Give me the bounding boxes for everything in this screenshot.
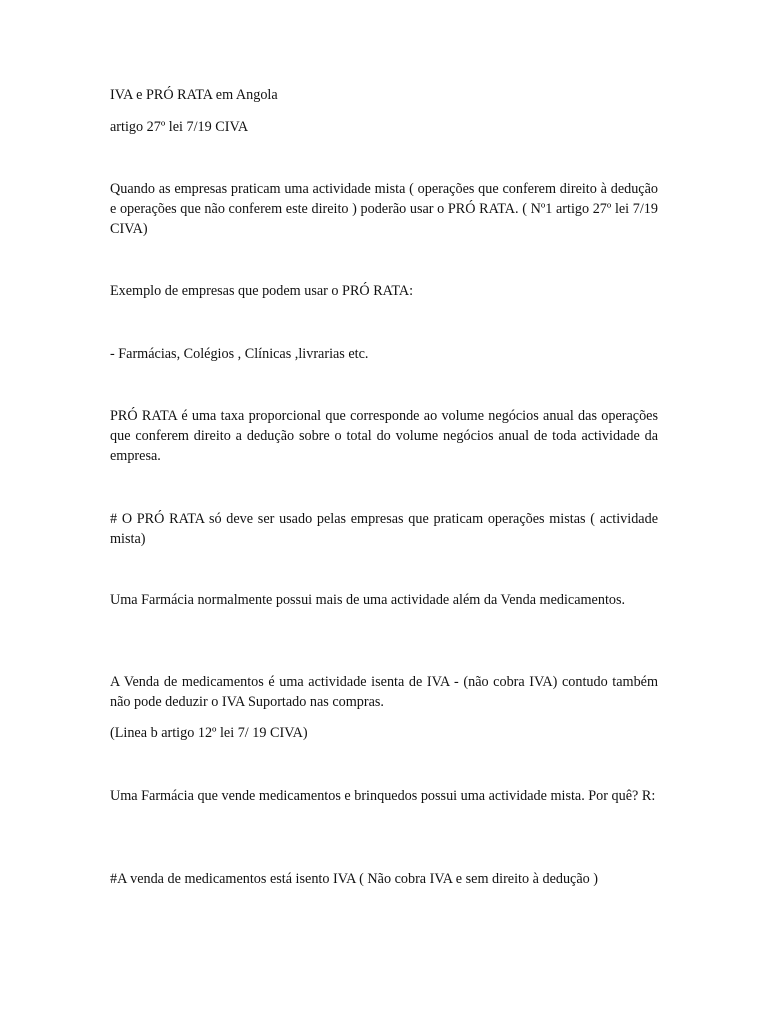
- document-reference: artigo 27º lei 7/19 CIVA: [110, 119, 249, 135]
- paragraph-pro-rata-definition: PRÓ RATA é uma taxa proporcional que corresponde ao volume negócios anual das operações que conferem direito a dedução sobre o total do volume negócios anual de toda actividade da empresa.: [110, 408, 658, 464]
- document-title: IVA e PRÓ RATA em Angola: [110, 87, 278, 103]
- paragraph-medicine-exempt: A Venda de medicamentos é uma actividade isenta de IVA - (não cobra IVA) contudo também não pode deduzir o IVA Suportado nas compras.: [110, 674, 658, 710]
- paragraph-mixed-activity: Quando as empresas praticam uma actividade mista ( operações que conferem direito à dedução e operações que não conferem este direito ) poderão usar o PRÓ RATA. ( Nº1 artigo 27º lei 7/19 CIVA): [110, 181, 658, 237]
- paragraph-mixed-pharmacy-question: Uma Farmácia que vende medicamentos e brinquedos possui uma actividade mista. Por quê? R:: [110, 788, 656, 804]
- paragraph-pharmacy-activities: Uma Farmácia normalmente possui mais de uma actividade além da Venda medicamentos.: [110, 592, 626, 608]
- paragraph-pro-rata-usage-note: # O PRÓ RATA só deve ser usado pelas empresas que praticam operações mistas ( actividade mista): [110, 511, 658, 547]
- paragraph-legal-reference: (Linea b artigo 12º lei 7/ 19 CIVA): [110, 725, 308, 741]
- paragraph-examples-heading: Exemplo de empresas que podem usar o PRÓ RATA:: [110, 283, 414, 299]
- paragraph-medicine-exempt-answer: #A venda de medicamentos está isento IVA ( Não cobra IVA e sem direito à dedução ): [110, 871, 599, 887]
- paragraph-examples-list: - Farmácias, Colégios , Clínicas ,livrarias etc.: [110, 346, 369, 362]
